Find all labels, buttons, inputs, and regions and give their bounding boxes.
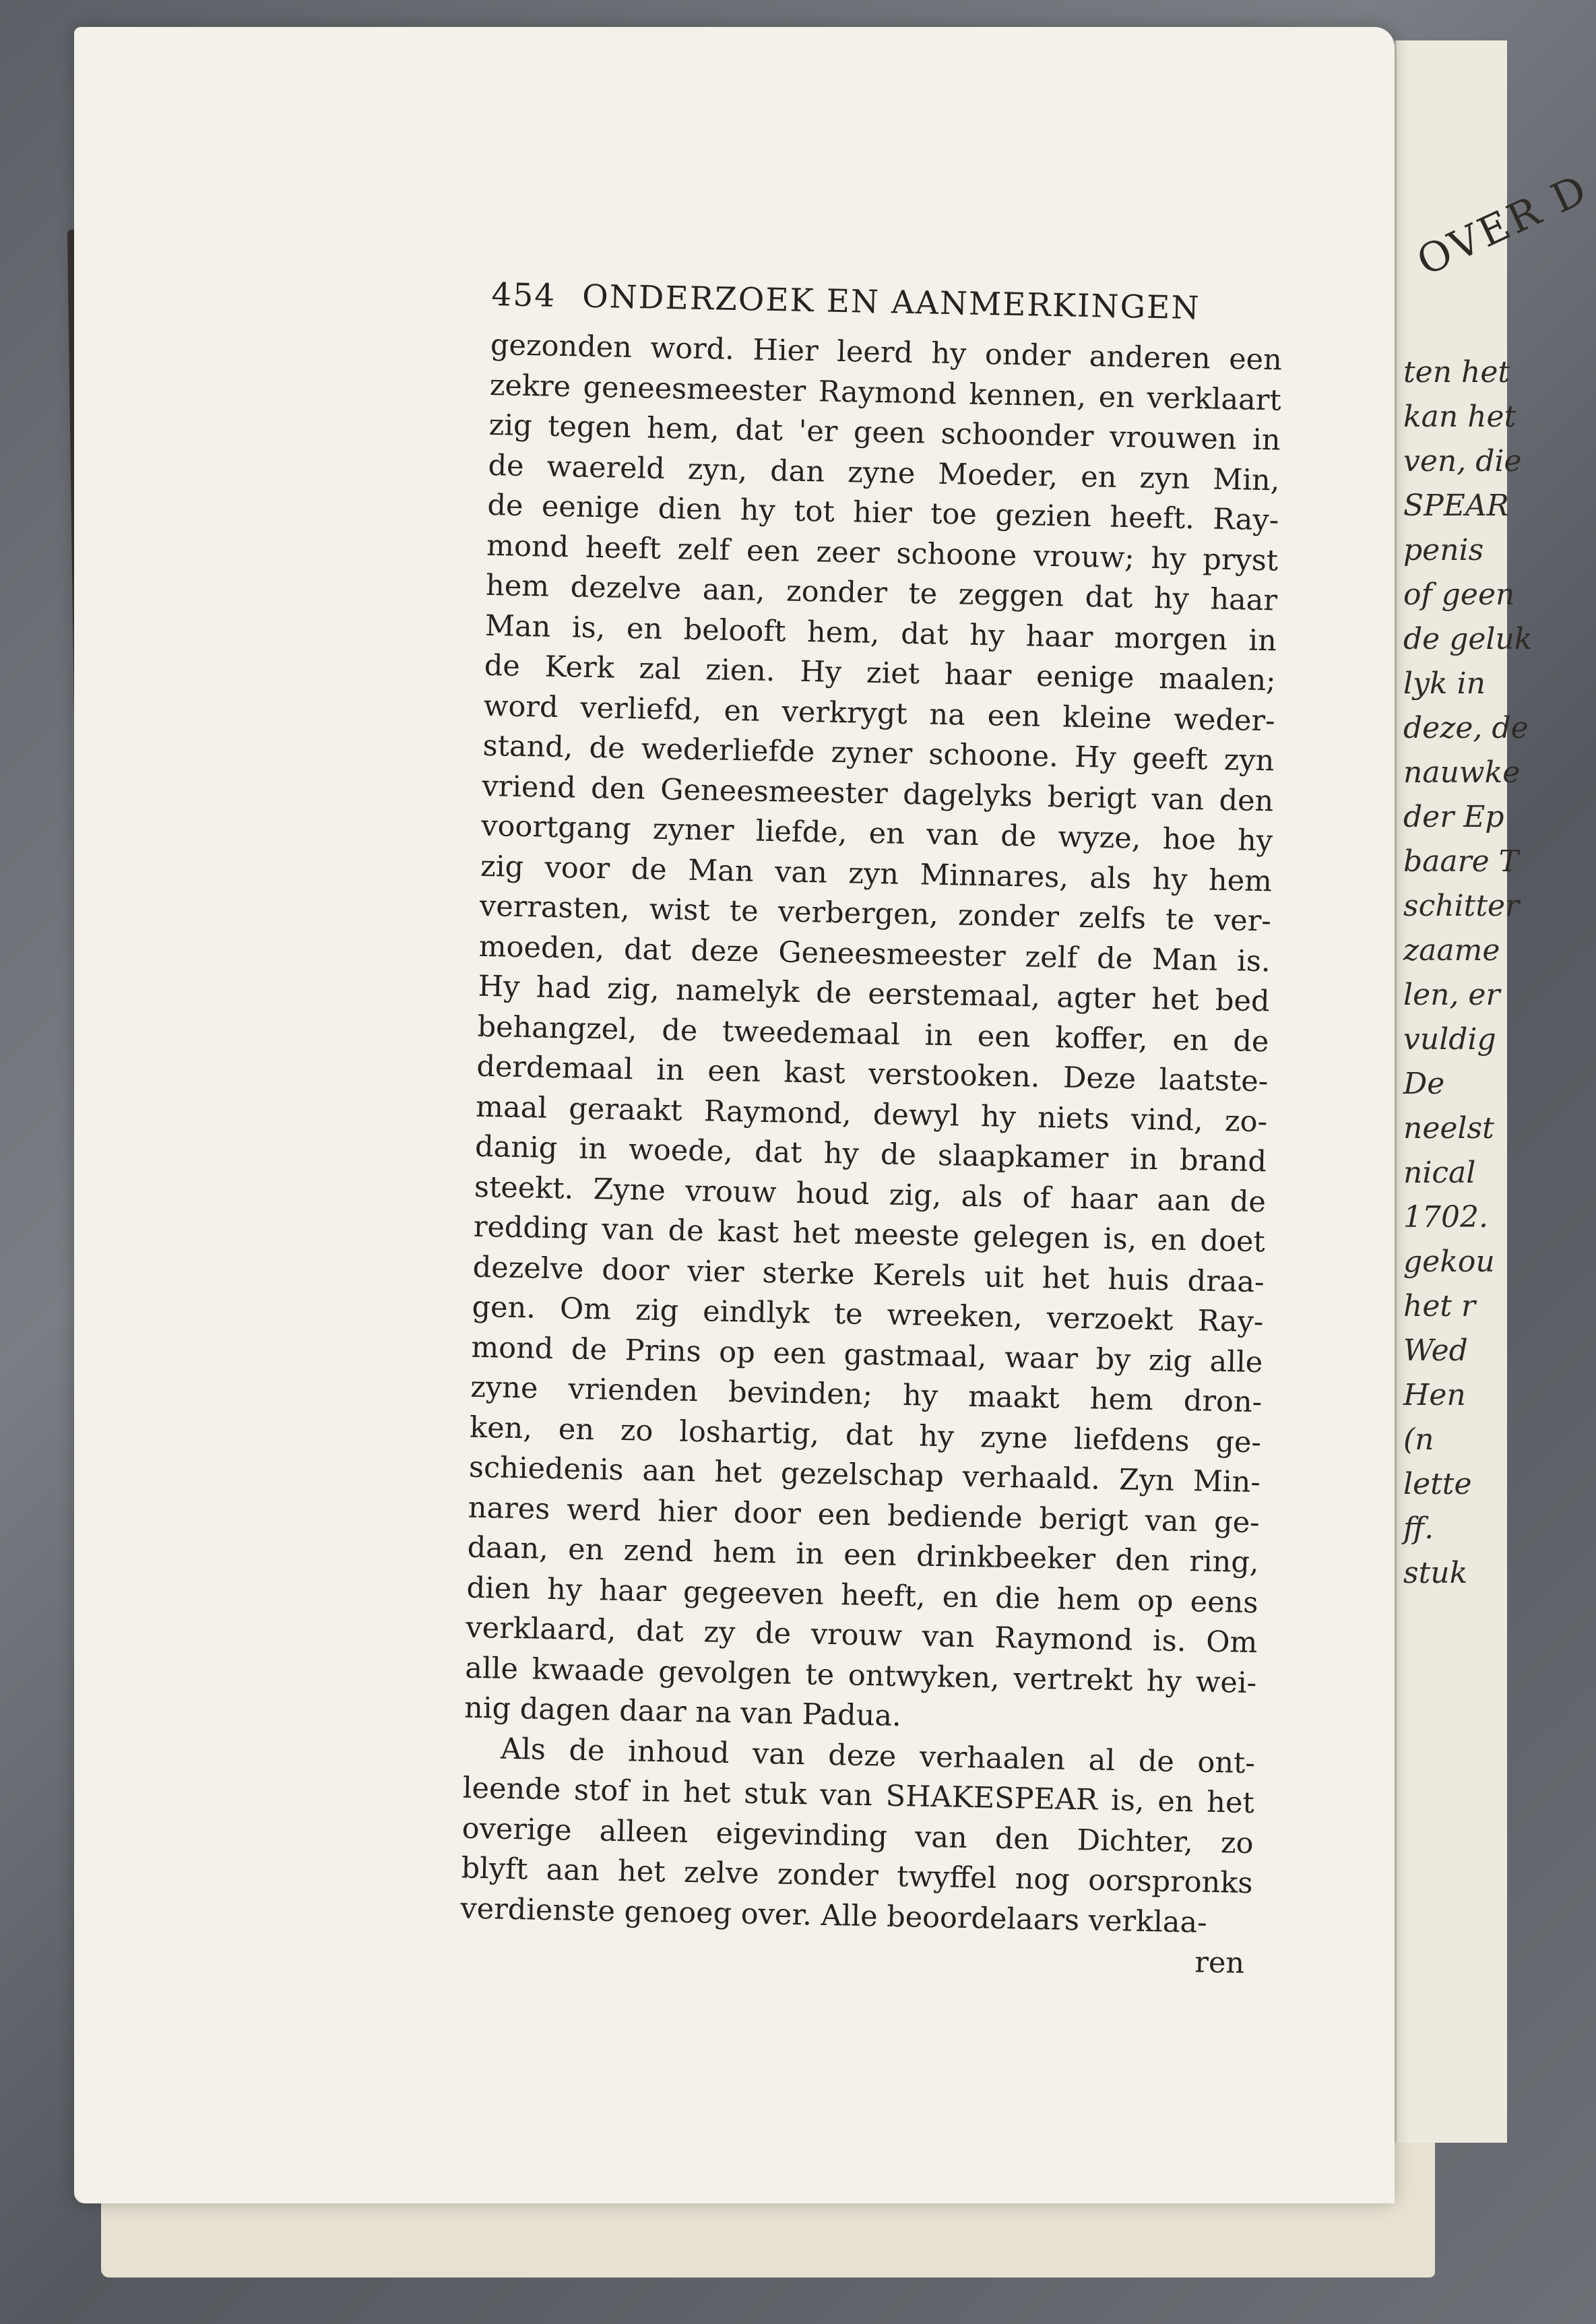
text-line: alle kwaade gevolgen te ontwyken, vertrekt hy wei- — [464, 1651, 1257, 1700]
text-line: word verliefd, en verkrygt na een kleine weder- — [483, 689, 1276, 738]
facing-page — [1395, 40, 1596, 2143]
text-line: zyne vrienden bevinden; hy maakt hem dron- — [470, 1370, 1263, 1420]
facing-page-line: 1702. — [1403, 1200, 1488, 1234]
text-line: stand, de wederliefde zyner schoone. Hy geeft zyn — [482, 728, 1275, 778]
facing-page-line: gekou — [1403, 1245, 1495, 1279]
body-text — [460, 325, 1282, 1944]
text-line: daan, en zend hem in een drinkbeeker den ring, — [467, 1530, 1260, 1580]
text-line: behangzel, de tweedemaal in een koffer, en de — [477, 1009, 1269, 1059]
facing-page-line: der Ep — [1403, 800, 1504, 834]
facing-page-line: De — [1403, 1067, 1445, 1101]
facing-page-line: het r — [1403, 1289, 1476, 1323]
text-line: schiedenis aan het gezelschap verhaald. Zyn Min- — [468, 1450, 1261, 1500]
text-line: de waereld zyn, dan zyne Moeder, en zyn Min, — [488, 448, 1280, 498]
text-line: moeden, dat deze Geneesmeester zelf de Man is. — [478, 929, 1271, 978]
facing-page-line: of geen — [1403, 577, 1515, 612]
facing-page-line: ten het — [1403, 355, 1510, 389]
facing-page-line: (n — [1403, 1422, 1434, 1457]
text-line: ken, en zo loshartig, dat hy zyne liefdens ge- — [469, 1410, 1262, 1459]
facing-page-line: lette — [1403, 1467, 1472, 1501]
text-line: mond heeft zelf een zeer schoone vrouw; hy pryst — [486, 528, 1279, 577]
text-line: derdemaal in een kast verstooken. Deze laatste- — [476, 1049, 1269, 1099]
text-line: blyft aan het zelve zonder twyffel nog oorspronks — [461, 1851, 1253, 1901]
facing-page-line: nical — [1403, 1156, 1476, 1190]
text-line: redding van de kast het meeste gelegen is, en doet — [473, 1210, 1266, 1259]
facing-page-line: baare T — [1403, 844, 1519, 879]
text-line: Man is, en belooft hem, dat hy haar morgen in — [484, 608, 1277, 658]
text-line: nares werd hier door een bediende berigt van ge- — [468, 1490, 1260, 1540]
facing-page-line: ven, die — [1403, 444, 1522, 478]
text-line: Als de inhoud van deze verhaalen al de ont- — [500, 1732, 1256, 1780]
text-line: dien hy haar gegeeven heeft, en die hem op eens — [466, 1571, 1258, 1620]
text-line: hem dezelve aan, zonder te zeggen dat hy haar — [485, 568, 1278, 618]
text-line: de Kerk zal zien. Hy ziet haar eenige maalen; — [484, 648, 1277, 698]
facing-page-line: neelst — [1403, 1111, 1494, 1145]
page-number: 454 — [490, 276, 556, 315]
text-line: verklaard, dat zy de vrouw van Raymond is. Om — [466, 1610, 1258, 1660]
facing-page-line: vuldig — [1403, 1022, 1496, 1057]
text-line: zig voor de Man van zyn Minnares, als hy hem — [480, 849, 1273, 898]
facing-page-line: Wed — [1403, 1333, 1468, 1368]
running-title: ONDERZOEK EN AANMERKINGEN — [581, 278, 1201, 327]
facing-page-line: zaame — [1403, 933, 1500, 968]
text-line: zig tegen hem, dat 'er geen schoonder vrouwen in — [488, 408, 1281, 458]
text-line: leende stof in het stuk van SHAKESPEAR is, en het — [462, 1771, 1255, 1821]
text-line: vriend den Geneesmeester dagelyks berigt van den — [481, 769, 1274, 818]
facing-page-line: SPEAR — [1403, 489, 1509, 523]
text-line: de eenige dien hy tot hier toe gezien heeft. Ray- — [486, 488, 1279, 538]
facing-page-line: nauwke — [1403, 755, 1521, 790]
facing-page-title: OVER D — [1410, 165, 1596, 286]
facing-page-line: de geluk — [1403, 622, 1533, 656]
text-line: verdienste genoeg over. Alle beoordelaars verklaa- — [460, 1891, 1208, 1940]
text-line: dezelve door vier sterke Kerels uit het huis draa- — [472, 1250, 1265, 1299]
text-line: danig in woede, dat hy de slaapkamer in brand — [474, 1129, 1267, 1179]
text-line: voortgang zyner liefde, en van de wyze, hoe hy — [480, 809, 1273, 858]
facing-page-line: stuk — [1403, 1556, 1468, 1590]
text-block — [459, 276, 1283, 1984]
text-line: zekre geneesmeester Raymond kennen, en verklaart — [489, 368, 1282, 418]
text-line: verrasten, wist te verbergen, zonder zelfs te ver- — [479, 889, 1272, 939]
text-line: Hy had zig, namelyk de eerstemaal, agter het bed — [478, 969, 1271, 1019]
text-line: gen. Om zig eindlyk te wreeken, verzoekt Ray- — [472, 1290, 1264, 1340]
facing-page-line: lyk in — [1403, 666, 1486, 701]
text-line: mond de Prins op een gastmaal, waar by zig alle — [471, 1330, 1263, 1379]
catchword: ren — [1194, 1945, 1245, 1980]
text-line: nig dagen daar na van Padua. — [464, 1691, 902, 1734]
facing-page-line: penis — [1403, 533, 1484, 567]
text-line: maal geraakt Raymond, dewyl hy niets vind, zo- — [475, 1090, 1268, 1139]
text-line: overige alleen eigevinding van den Dichter, zo — [461, 1811, 1254, 1860]
scan-patch — [1219, 2042, 1395, 2203]
text-line: steekt. Zyne vrouw houd zig, als of haar aan de — [474, 1170, 1267, 1219]
facing-page-line: ff. — [1403, 1511, 1434, 1546]
facing-page-lines — [1403, 350, 1533, 1596]
facing-page-line: len, er — [1403, 978, 1500, 1012]
facing-page-line: deze, de — [1403, 711, 1529, 745]
facing-page-line: Hen — [1403, 1378, 1466, 1412]
facing-page-line: schitter — [1403, 889, 1520, 923]
text-line: gezonden word. Hier leerd hy onder anderen een — [490, 327, 1283, 377]
facing-page-line: kan het — [1403, 400, 1517, 434]
